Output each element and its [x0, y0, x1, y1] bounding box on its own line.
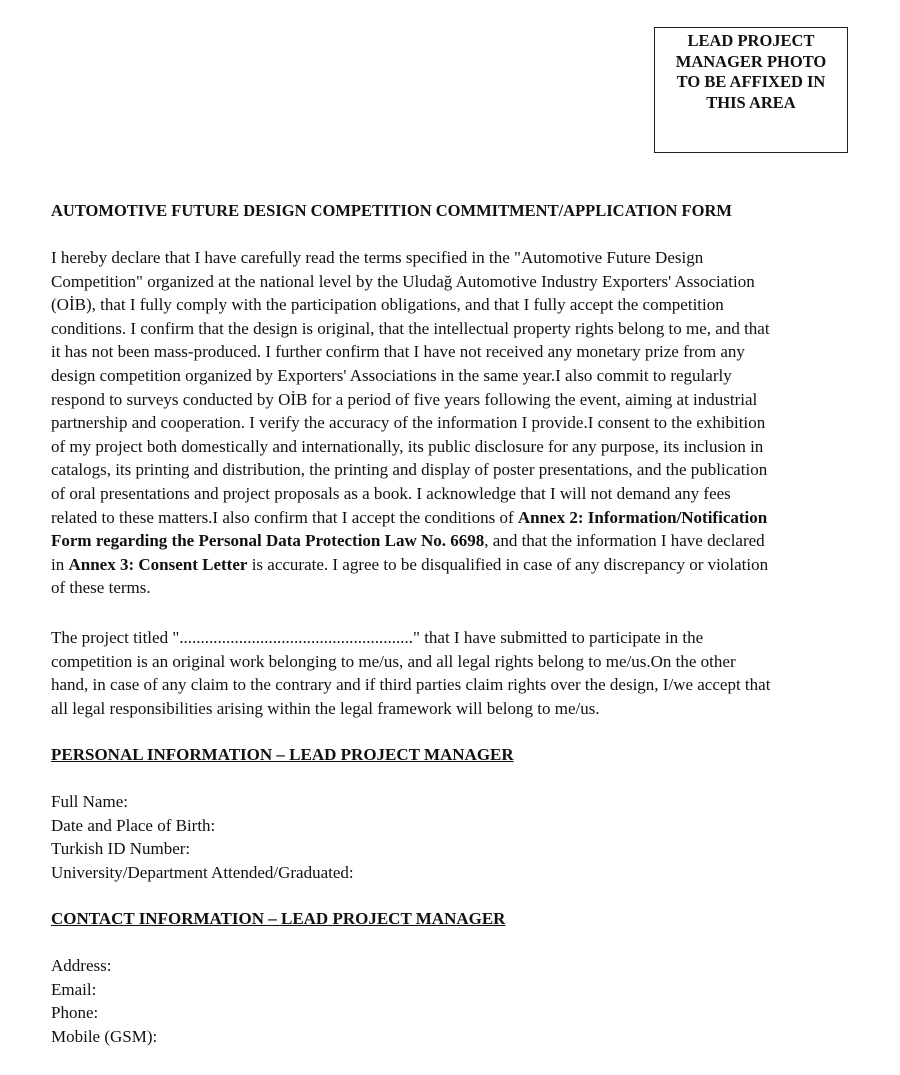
photo-box-text: LEAD PROJECT — [687, 31, 815, 50]
declaration-line: partnership and cooperation. I verify the accuracy of the information I provide.I consent to the exhibition — [51, 413, 766, 433]
form-title: AUTOMOTIVE FUTURE DESIGN COMPETITION COMMITMENT/APPLICATION FORM — [51, 201, 732, 220]
contact-info-fields — [51, 954, 157, 1048]
declaration-line: design competition organized by Exporters' Associations in the same year.I also commit to regularly — [51, 365, 732, 385]
address-field-label: Address: — [51, 956, 112, 975]
declaration-line: Competition" organized at the national level by the Uludağ Automotive Industry Exporters' Association — [51, 271, 755, 291]
declaration-line: it has not been mass-produced. I further confirm that I have not received any monetary prize from any — [51, 342, 745, 362]
declaration-text: , and that the information I have declared — [484, 531, 765, 551]
declaration-text: related to these matters.I also confirm that I accept the conditions of — [51, 507, 518, 527]
declaration-line — [51, 506, 856, 530]
declaration-text: in — [51, 554, 69, 574]
statement-line: The project titled "......................................................." that I have submitted to participate in the — [51, 628, 704, 647]
statement-line: competition is an original work belonging to me/us, and all legal rights belong to me/us.On the other — [51, 651, 736, 671]
photo-box-text: TO BE AFFIXED IN — [676, 72, 826, 91]
declaration-line: conditions. I confirm that the design is original, that the intellectual property rights belong to me, and that — [51, 318, 770, 338]
declaration-line: of these terms. — [51, 578, 151, 598]
turkish-id-field-label: Turkish ID Number: — [51, 839, 191, 859]
phone-field-label: Phone: — [51, 1003, 99, 1023]
contact-info-heading: CONTACT INFORMATION – LEAD PROJECT MANAGER — [51, 909, 506, 928]
project-statement-paragraph — [51, 626, 856, 720]
annex-2-reference: Annex 2: Information/Notification — [517, 507, 768, 527]
statement-line: all legal responsibilities arising within the legal framework will belong to me/us. — [51, 698, 600, 718]
declaration-line — [51, 529, 856, 553]
mobile-field-label: Mobile (GSM): — [51, 1026, 158, 1046]
statement-line: hand, in case of any claim to the contrary and if third parties claim rights over the design, I/we accept that — [51, 675, 771, 695]
declaration-paragraph — [51, 246, 856, 600]
email-field-label: Email: — [51, 979, 97, 999]
personal-info-heading: PERSONAL INFORMATION – LEAD PROJECT MANAGER — [51, 745, 514, 764]
annex-3-reference: Annex 3: Consent Letter — [68, 554, 248, 574]
birth-date-place-field-label: Date and Place of Birth: — [51, 815, 216, 835]
university-department-field-label: University/Department Attended/Graduated: — [51, 862, 354, 882]
declaration-line: catalogs, its printing and distribution, the printing and display of poster presentations, and the publication — [51, 460, 768, 480]
photo-box-text: MANAGER PHOTO — [675, 51, 827, 71]
personal-info-fields — [51, 790, 354, 884]
declaration-line: I hereby declare that I have carefully read the terms specified in the "Automotive Future Design — [51, 248, 704, 267]
declaration-line: of my project both domestically and internationally, its public disclosure for any purpose, its inclusion in — [51, 436, 764, 456]
declaration-line: of oral presentations and project proposals as a book. I acknowledge that I will not demand any fees — [51, 483, 731, 503]
declaration-line — [51, 553, 856, 577]
declaration-line: (OİB), that I fully comply with the participation obligations, and that I fully accept the competition — [51, 295, 724, 315]
declaration-text: is accurate. I agree to be disqualified in case of any discrepancy or violation — [247, 554, 769, 574]
annex-2-reference-cont: Form regarding the Personal Data Protection Law No. 6698 — [51, 531, 485, 551]
photo-placeholder-box — [654, 27, 848, 153]
declaration-line: respond to surveys conducted by OİB for a period of five years following the event, aiming at industrial — [51, 389, 758, 409]
full-name-field-label: Full Name: — [51, 792, 128, 811]
photo-box-text: THIS AREA — [706, 92, 796, 112]
